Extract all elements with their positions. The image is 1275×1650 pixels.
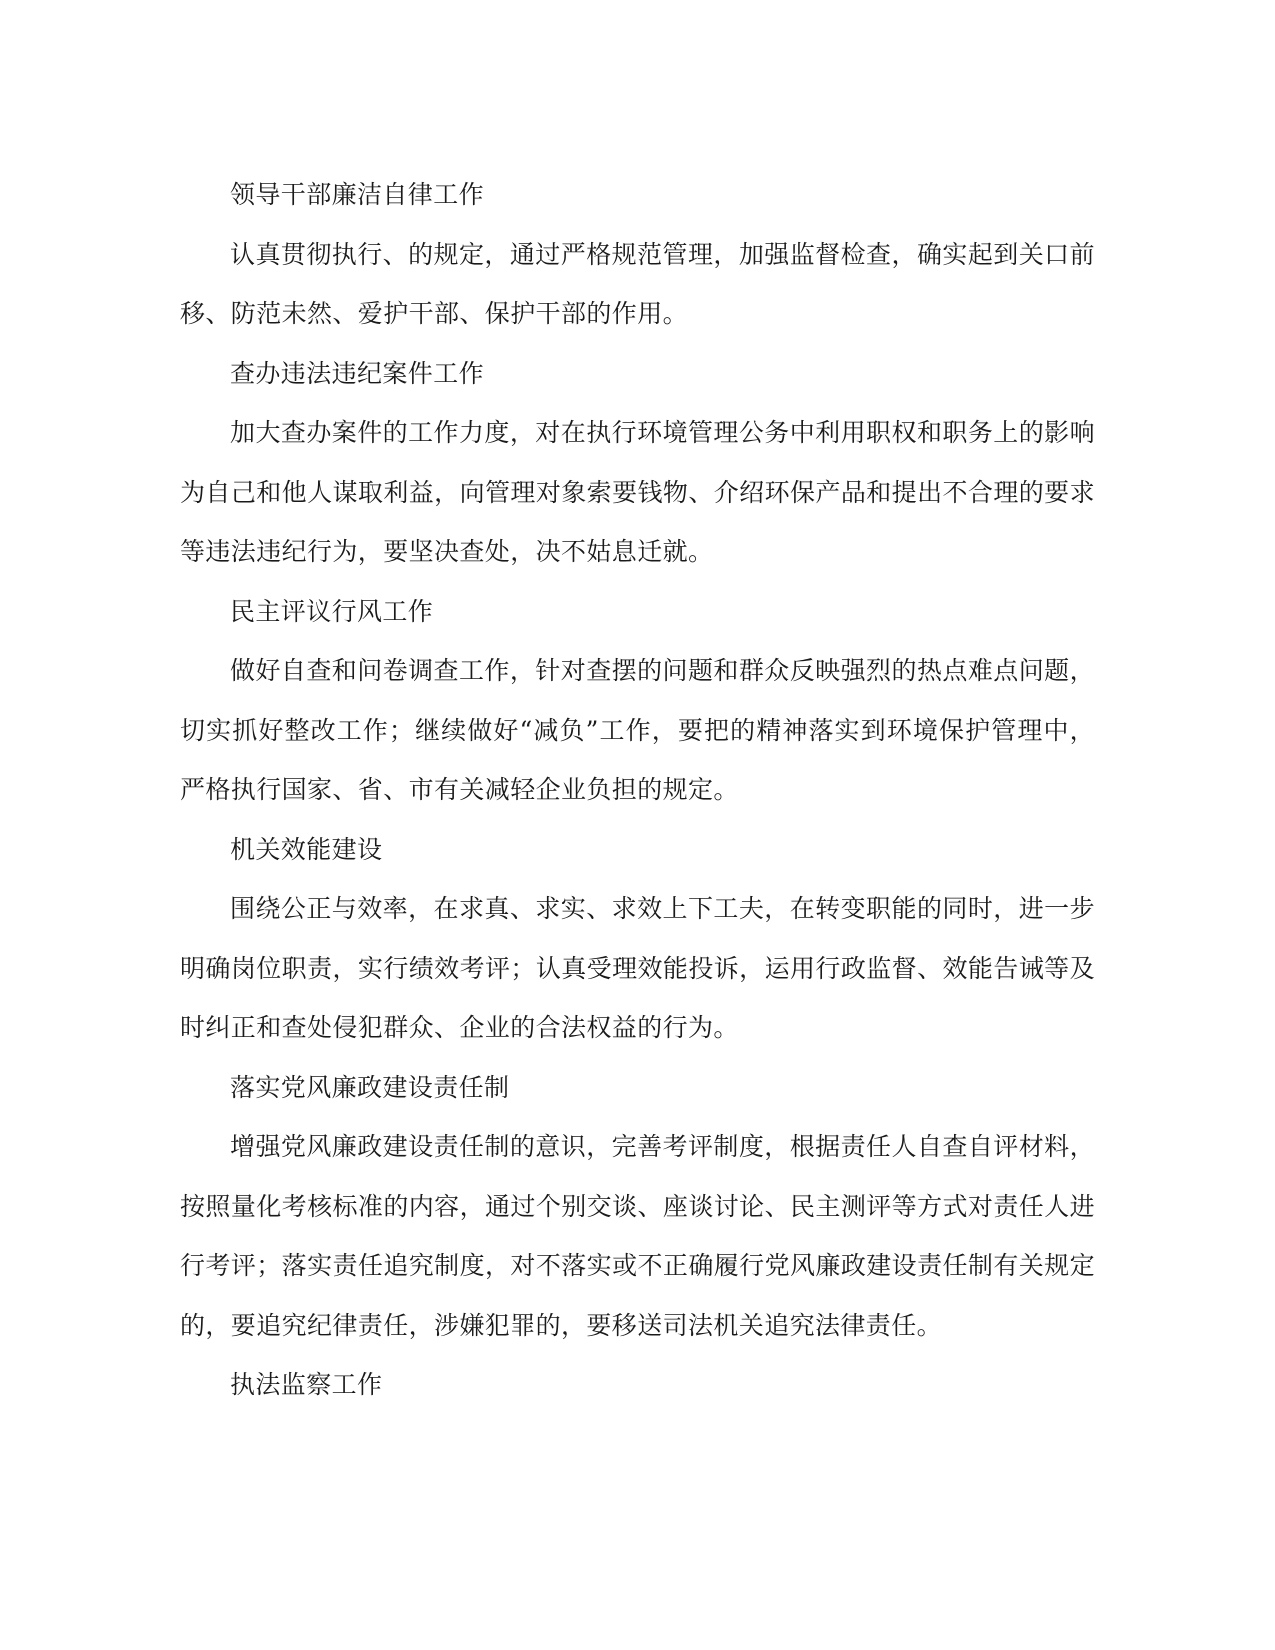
section-body-efficiency: 围绕公正与效率，在求真、求实、求效上下工夫，在转变职能的同时，进一步明确岗位职责，实行绩效考评；认真受理效能投诉，运用行政监督、效能告诫等及时纠正和查处侵犯群众、企业的合法权益的行为。 xyxy=(180,894,1095,1042)
section-heading-law-enforcement: 执法监察工作 xyxy=(230,1370,383,1399)
section-body-democratic-review: 做好自查和问卷调查工作，针对查摆的问题和群众反映强烈的热点难点问题，切实抓好整改工作；继续做好“减负”工作，要把的精神落实到环境保护管理中，严格执行国家、省、市有关减轻企业负担的规定。 xyxy=(180,656,1095,804)
document-body xyxy=(180,165,1095,1415)
section-heading-efficiency: 机关效能建设 xyxy=(230,834,383,864)
section-heading-democratic-review: 民主评议行风工作 xyxy=(230,596,434,626)
section-body-self-discipline: 认真贯彻执行、的规定，通过严格规范管理，加强监督检查，确实起到关口前移、防范未然、爱护干部、保护干部的作用。 xyxy=(180,239,1095,328)
section-heading-case-investigation: 查办违法违纪案件工作 xyxy=(230,358,485,388)
section-heading-self-discipline: 领导干部廉洁自律工作 xyxy=(230,180,485,209)
section-body-responsibility: 增强党风廉政建设责任制的意识，完善考评制度，根据责任人自查自评材料，按照量化考核标准的内容，通过个别交谈、座谈讨论、民主测评等方式对责任人进行考评；落实责任追究制度，对不落实或不正确履行党风廉政建设责任制有关规定的，要追究纪律责任，涉嫌犯罪的，要移送司法机关追究法律责任。 xyxy=(180,1132,1095,1340)
section-body-case-investigation: 加大查办案件的工作力度，对在执行环境管理公务中利用职权和职务上的影响为自己和他人谋取利益，向管理对象索要钱物、介绍环保产品和提出不合理的要求等违法违纪行为，要坚决查处，决不姑息迁就。 xyxy=(180,418,1095,566)
section-heading-responsibility: 落实党风廉政建设责任制 xyxy=(230,1072,510,1102)
